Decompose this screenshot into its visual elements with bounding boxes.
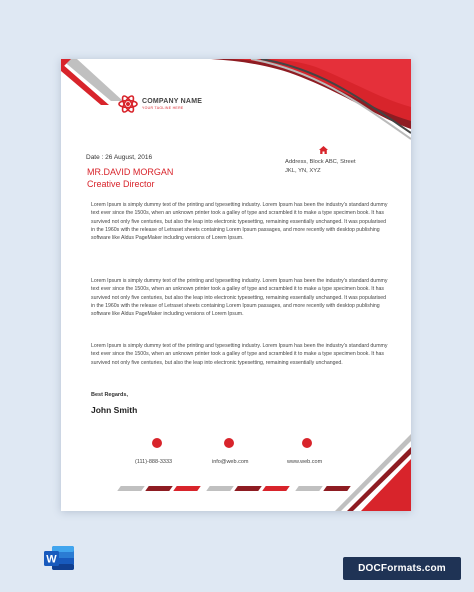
- contact-email: info@web.com: [212, 459, 249, 465]
- letter-date: Date : 26 August, 2016: [86, 154, 153, 161]
- phone-icon: [152, 438, 162, 448]
- contact-phone: (111)-888-3333: [135, 459, 173, 465]
- body-paragraph-1: Lorem Ipsum is simply dummy text of the printing and typesetting industry. Lorem Ipsum has been the industry's standard dummy text ever since the 1500s, when an unknown printer took a galley of type and scrambled it to make a type specimen book. It has survived not only five centuries, but also the leap into electronic typesetting, remaining essentially unchanged. It was popularised in the 1960s with the release of Letraset sheets containing Lorem Ipsum passages, and more recently with desktop publishing software like Aldus PageMaker including versions of Lorem Ipsum.: [91, 202, 388, 242]
- word-icon: [44, 544, 76, 572]
- recipient-title: Creative Director: [87, 179, 155, 189]
- body-paragraph-2: Lorem Ipsum is simply dummy text of the printing and typesetting industry. Lorem Ipsum has been the industry's standard dummy text ever since the 1500s, when an unknown printer took a galley of type and scrambled it to make a type specimen book. It has survived not only five centuries, but also the leap into electronic typesetting, remaining essentially unchanged. It was popularised in the 1960s with the release of Letraset sheets containing Lorem Ipsum passages, and more recently with desktop publishing software like Aldus PageMaker including versions of Lorem Ipsum.: [91, 278, 388, 318]
- letterhead-page: [61, 59, 411, 511]
- home-icon: [319, 146, 328, 154]
- footer-stripe-1: [117, 486, 145, 491]
- footer-stripe-6: [262, 486, 290, 491]
- sender-address: [285, 158, 356, 176]
- recipient-name: MR.DAVID MORGAN: [87, 167, 174, 177]
- company-tagline: YOUR TAGLINE HERE: [142, 106, 184, 110]
- email-icon: [224, 438, 234, 448]
- contact-website: www.web.com: [287, 459, 323, 465]
- atom-logo-icon: [118, 94, 138, 114]
- address-line-2: JKL, YN, XYZ: [285, 168, 321, 174]
- footer-stripe-4: [206, 486, 234, 491]
- address-line-1: Address, Block ABC, Street: [285, 159, 356, 165]
- footer-stripe-8: [323, 486, 351, 491]
- company-name: COMPANY NAME: [142, 98, 203, 105]
- footer-stripe-3: [173, 486, 201, 491]
- docformats-badge[interactable]: DOCFormats.com: [343, 557, 461, 580]
- company-logo: [118, 94, 202, 114]
- bottom-right-red-corner: [361, 459, 411, 511]
- footer-stripe-5: [234, 486, 262, 491]
- svg-text:W: W: [46, 553, 57, 566]
- globe-icon: [302, 438, 312, 448]
- footer-stripe-2: [145, 486, 173, 491]
- body-paragraph-3: Lorem Ipsum is simply dummy text of the printing and typesetting industry. Lorem Ipsum has been the industry's standard dummy text ever since the 1500s, when an unknown printer took a galley of type and scrambled it to make a type specimen book. It has survived not only five centuries, but also the leap into electronic typesetting, remaining essentially unchanged.: [91, 343, 388, 366]
- signature-name: John Smith: [91, 405, 138, 415]
- closing-line: Best Regards,: [91, 392, 128, 398]
- footer-stripe-7: [295, 486, 323, 491]
